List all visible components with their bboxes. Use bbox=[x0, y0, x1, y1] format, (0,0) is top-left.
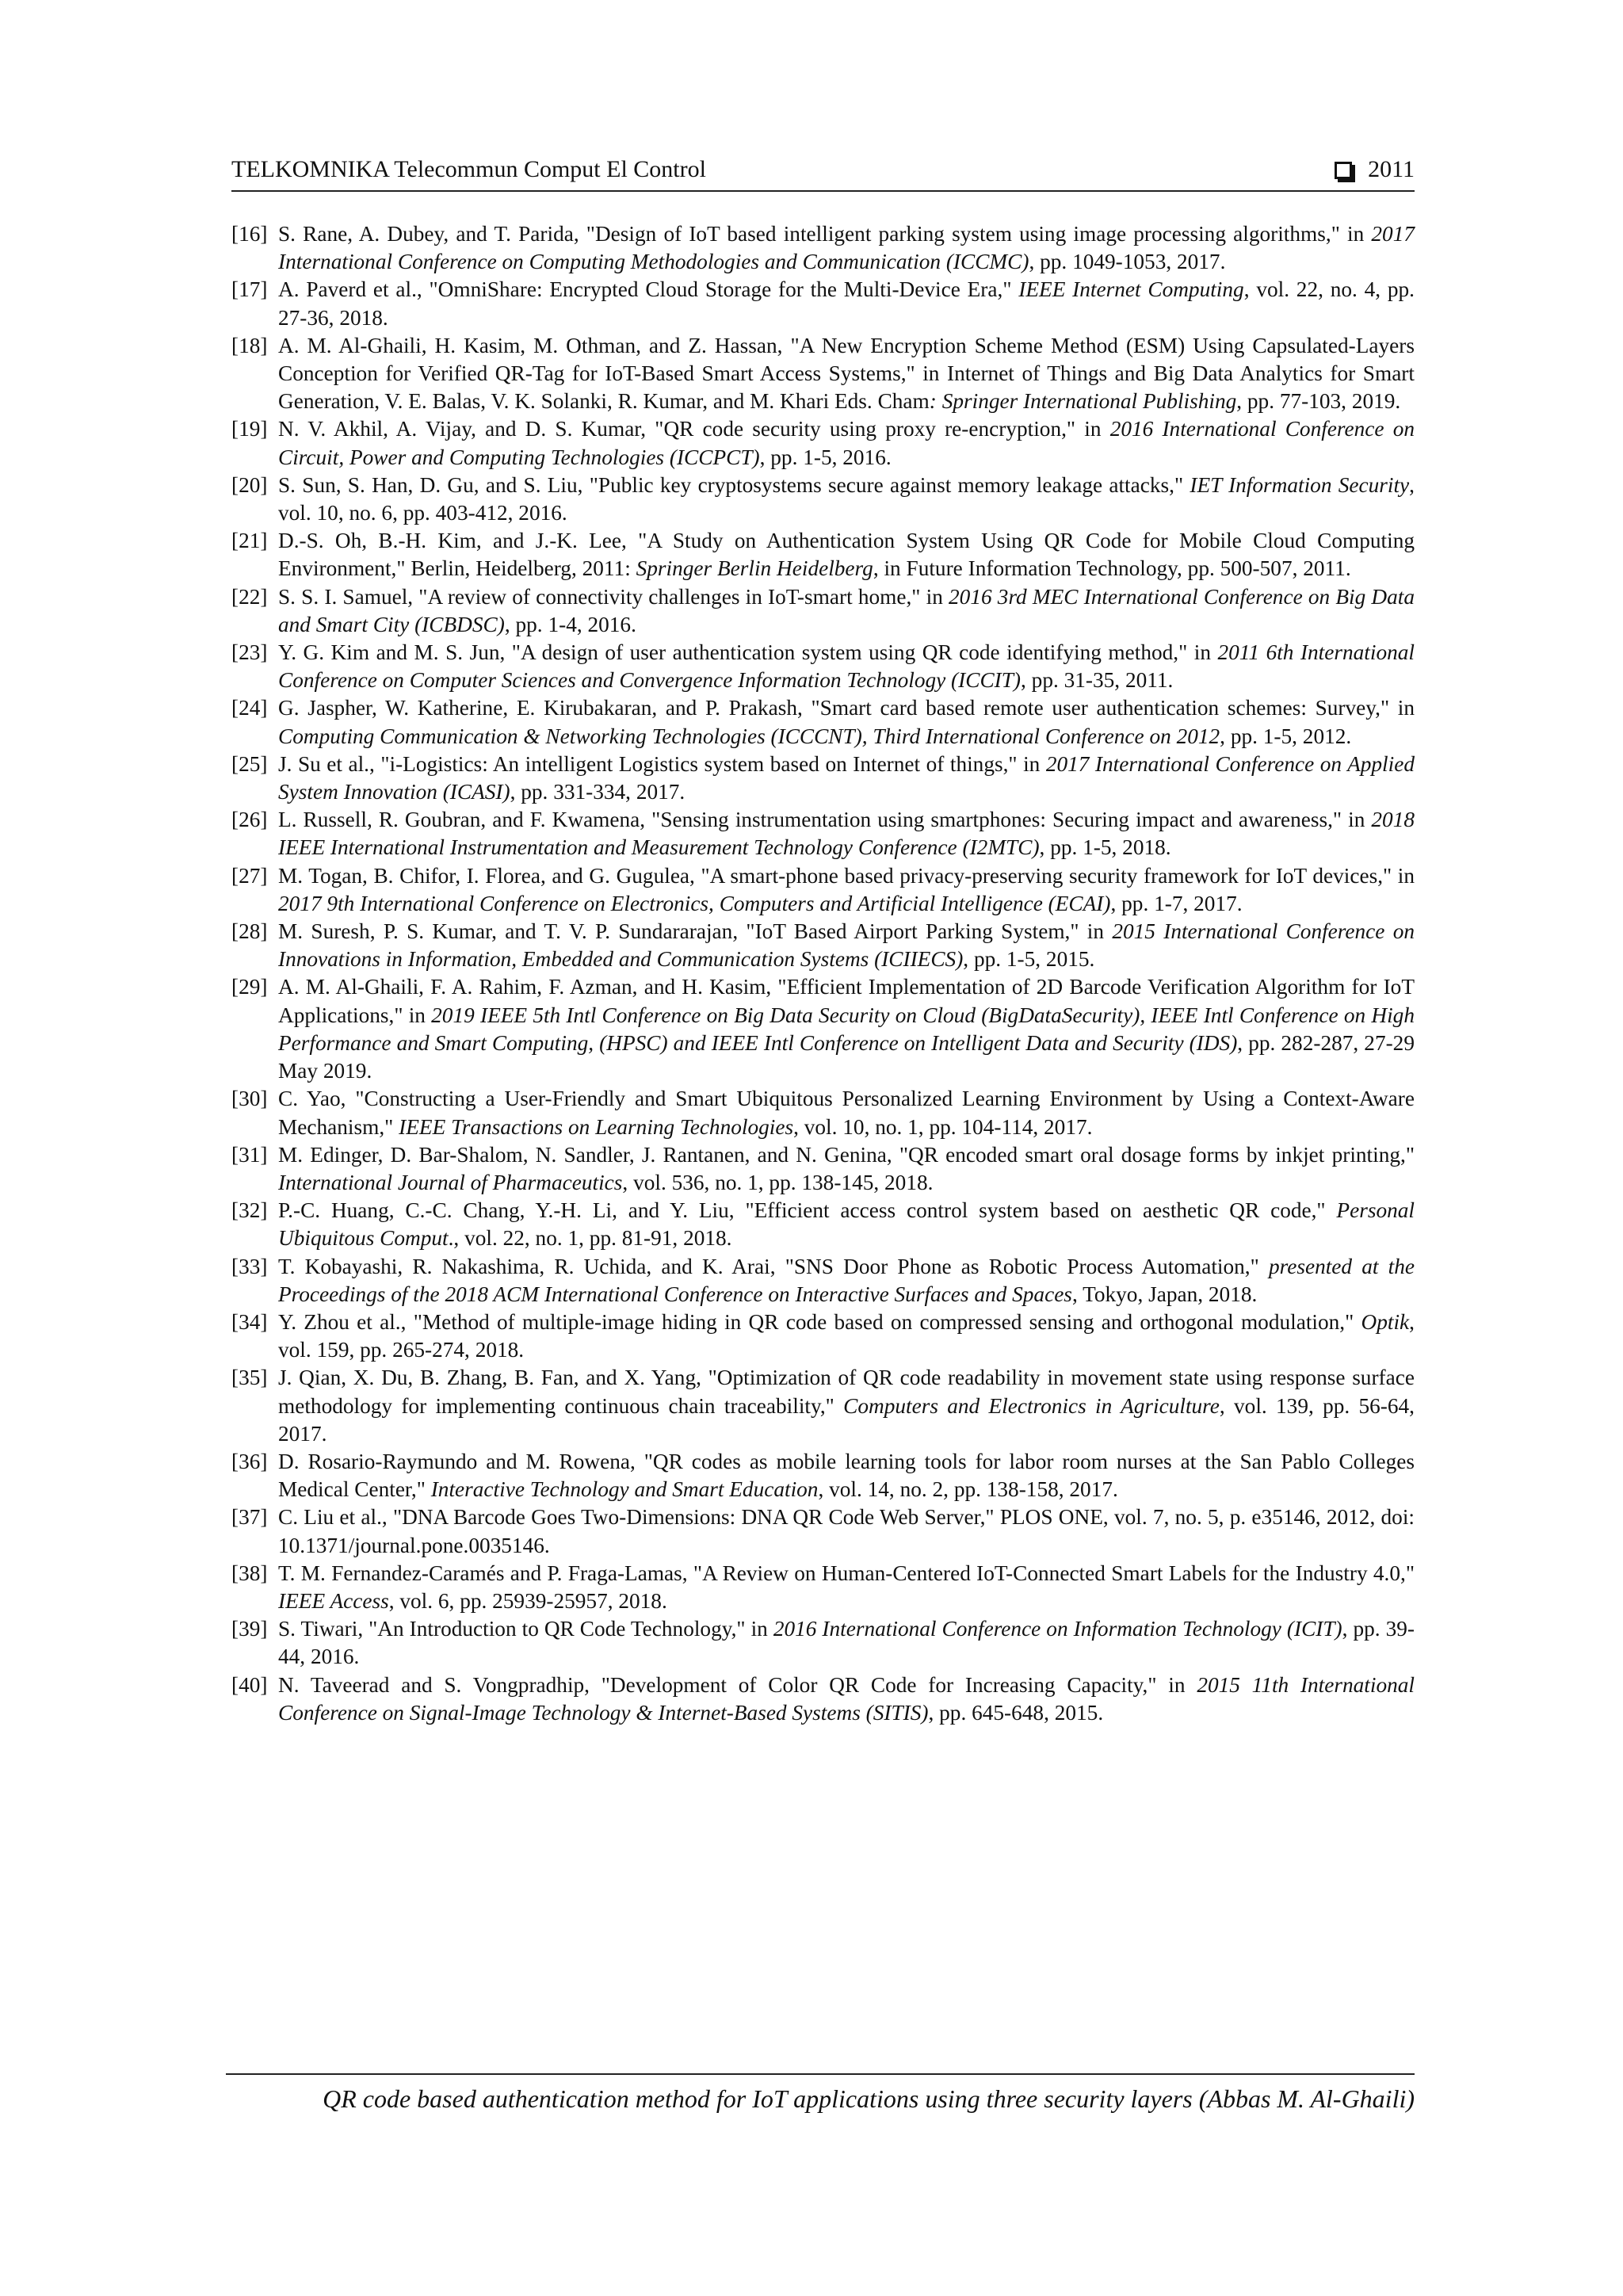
reference-source-italic: IEEE Access bbox=[278, 1588, 389, 1613]
reference-text-part: , Tokyo, Japan, 2018. bbox=[1071, 1282, 1258, 1306]
reference-text-part: T. M. Fernandez-Caramés and P. Fraga-Lamas, "A Review on Human-Centered IoT-Connected Smart Labels for the Industry 4.0," bbox=[278, 1561, 1415, 1585]
reference-source-italic: 2017 9th International Conference on Electronics, Computers and Artificial Intelligence (ECAI) bbox=[278, 891, 1111, 915]
reference-text-part: N. Taveerad and S. Vongpradhip, "Development of Color QR Code for Increasing Capacity," in bbox=[278, 1672, 1197, 1697]
reference-text-part: , vol. 14, no. 2, pp. 138-158, 2017. bbox=[818, 1477, 1118, 1502]
reference-text bbox=[278, 1141, 1415, 1197]
reference-text-part: J. Qian, X. Du, B. Zhang, B. Fan, and X. Yang, "Optimization of QR code readability in movement state using response surface methodology for implementing continuous chain traceability," bbox=[278, 1366, 1415, 1418]
page-header bbox=[231, 152, 1415, 192]
reference-text bbox=[278, 527, 1415, 583]
reference-item bbox=[231, 527, 1415, 583]
reference-text-part: L. Russell, R. Goubran, and F. Kwamena, "Sensing instrumentation using smartphones: Securing impact and awareness," in bbox=[278, 808, 1372, 832]
reference-item bbox=[231, 276, 1415, 331]
reference-item bbox=[231, 1671, 1415, 1727]
reference-text-part: S. Rane, A. Dubey, and T. Parida, "Design of IoT based intelligent parking system using image processing algorithms," in bbox=[278, 222, 1372, 246]
reference-number: [20] bbox=[231, 472, 268, 497]
reference-item bbox=[231, 220, 1415, 276]
reference-source-italic: IET Information Security bbox=[1190, 472, 1410, 497]
reference-item bbox=[231, 862, 1415, 918]
reference-text-part: , pp. 1-4, 2016. bbox=[504, 612, 636, 636]
reference-text-part: , pp. 645-648, 2015. bbox=[928, 1700, 1104, 1725]
reference-text-part: , vol. 159, pp. 265-274, 2018. bbox=[278, 1309, 1415, 1362]
reference-text-part: , pp. 1-5, 2016. bbox=[759, 445, 892, 469]
reference-text bbox=[278, 1615, 1415, 1671]
reference-source-italic: Personal Ubiquitous Comput bbox=[278, 1198, 1415, 1251]
reference-text-part: , vol. 536, no. 1, pp. 138-145, 2018. bbox=[622, 1170, 934, 1194]
reference-number: [30] bbox=[231, 1087, 268, 1111]
reference-number: [37] bbox=[231, 1505, 268, 1530]
reference-item bbox=[231, 1085, 1415, 1140]
reference-text-part: N. V. Akhil, A. Vijay, and D. S. Kumar, "QR code security using proxy re-encryption," in bbox=[278, 417, 1110, 441]
reference-number: [19] bbox=[231, 417, 268, 441]
reference-number: [39] bbox=[231, 1617, 268, 1641]
reference-item bbox=[231, 1253, 1415, 1308]
reference-text-part: J. Su et al., "i-Logistics: An intelligent Logistics system based on Internet of things," in bbox=[278, 751, 1046, 776]
reference-text bbox=[278, 639, 1415, 694]
reference-text-part: , pp. 31-35, 2011. bbox=[1021, 668, 1174, 693]
reference-text-part: , in Future Information Technology, pp. 500-507, 2011. bbox=[873, 556, 1351, 581]
reference-item bbox=[231, 1615, 1415, 1671]
reference-text-part: , vol. 22, no. 4, pp. 27-36, 2018. bbox=[278, 277, 1415, 330]
reference-text-part: D. Rosario-Raymundo and M. Rowena, "QR codes as mobile learning tools for labor room nurses at the San Pablo Colleges Medical Center," bbox=[278, 1449, 1415, 1502]
reference-source-italic: Computers and Electronics in Agriculture bbox=[843, 1393, 1220, 1418]
reference-text bbox=[278, 862, 1415, 918]
reference-source-italic: 2017 International Conference on Computing Methodologies and Communication (ICCMC) bbox=[278, 222, 1415, 274]
reference-text-part: A. M. Al-Ghaili, F. A. Rahim, F. Azman, and H. Kasim, "Efficient Implementation of 2D Barcode Verification Algorithm for IoT Applications," in bbox=[278, 975, 1415, 1027]
reference-text-part: , pp. 1049-1053, 2017. bbox=[1029, 250, 1226, 274]
reference-text bbox=[278, 583, 1415, 639]
reference-number: [16] bbox=[231, 222, 268, 246]
reference-text-part: M. Suresh, P. S. Kumar, and T. V. P. Sundararajan, "IoT Based Airport Parking System," in bbox=[278, 919, 1113, 944]
reference-text-part: Y. G. Kim and M. S. Jun, "A design of user authentication system using QR code identifying method," in bbox=[278, 640, 1218, 665]
reference-number: [23] bbox=[231, 640, 268, 665]
reference-text bbox=[278, 751, 1415, 806]
reference-text-part: S. S. I. Samuel, "A review of connectivity challenges in IoT-smart home," in bbox=[278, 584, 949, 609]
reference-number: [32] bbox=[231, 1198, 268, 1223]
reference-source-italic: Interactive Technology and Smart Education bbox=[430, 1477, 819, 1502]
reference-item bbox=[231, 472, 1415, 527]
reference-number: [27] bbox=[231, 863, 268, 888]
reference-text-part: , pp. 1-5, 2012. bbox=[1220, 724, 1352, 748]
reference-text bbox=[278, 1197, 1415, 1252]
page-footer bbox=[226, 2073, 1415, 2115]
reference-text-part: P.-C. Huang, C.-C. Chang, Y.-H. Li, and Y. Liu, "Efficient access control system based on aesthetic QR code," bbox=[278, 1198, 1337, 1223]
reference-text bbox=[278, 332, 1415, 416]
reference-item bbox=[231, 583, 1415, 639]
reference-number: [29] bbox=[231, 975, 268, 999]
reference-text bbox=[278, 1308, 1415, 1364]
reference-text bbox=[278, 806, 1415, 861]
reference-item bbox=[231, 806, 1415, 861]
reference-text-part: , pp. 77-103, 2019. bbox=[1236, 389, 1401, 414]
reference-text-part: ., vol. 22, no. 1, pp. 81-91, 2018. bbox=[448, 1226, 732, 1251]
reference-text-part: C. Liu et al., "DNA Barcode Goes Two-Dimensions: DNA QR Code Web Server," PLOS ONE, vol. 7, no. 5, p. e35146, 2012, doi: 10.1371/journal.pone.0035146. bbox=[278, 1505, 1415, 1557]
reference-item bbox=[231, 973, 1415, 1085]
reference-item bbox=[231, 1141, 1415, 1197]
reference-source-italic: 2011 6th International Conference on Computer Sciences and Convergence Information Technology (ICCIT) bbox=[278, 640, 1415, 693]
reference-number: [21] bbox=[231, 529, 268, 553]
reference-text-part: , vol. 139, pp. 56-64, 2017. bbox=[278, 1393, 1415, 1446]
reference-text-part: Y. Zhou et al., "Method of multiple-image hiding in QR code based on compressed sensing and orthogonal modulation," bbox=[278, 1309, 1361, 1334]
reference-text bbox=[278, 1253, 1415, 1308]
reference-text bbox=[278, 276, 1415, 331]
reference-number: [28] bbox=[231, 919, 268, 944]
reference-source-italic: 2018 IEEE International Instrumentation and Measurement Technology Conference (I2MTC) bbox=[278, 808, 1415, 860]
reference-source-italic: IEEE Transactions on Learning Technologies bbox=[399, 1114, 794, 1139]
page-number: 2011 bbox=[1368, 156, 1415, 182]
reference-item bbox=[231, 694, 1415, 750]
reference-item bbox=[231, 1197, 1415, 1252]
reference-number: [25] bbox=[231, 751, 268, 776]
reference-source-italic: Computing Communication & Networking Technologies (ICCCNT), Third International Conference on 2012 bbox=[278, 724, 1220, 748]
reference-number: [17] bbox=[231, 277, 268, 302]
reference-item bbox=[231, 751, 1415, 806]
reference-text-part: C. Yao, "Constructing a User-Friendly and Smart Ubiquitous Personalized Learning Environment by Using a Context-Aware Mechanism," bbox=[278, 1087, 1415, 1139]
reference-text-part: M. Edinger, D. Bar-Shalom, N. Sandler, J. Rantanen, and N. Genina, "QR encoded smart oral dosage forms by inkjet printing," bbox=[278, 1142, 1415, 1167]
reference-text-part: , vol. 10, no. 1, pp. 104-114, 2017. bbox=[793, 1114, 1093, 1139]
reference-source-italic: 2015 11th International Conference on Signal-Image Technology & Internet-Based Systems (SITIS) bbox=[278, 1672, 1415, 1725]
reference-item bbox=[231, 332, 1415, 416]
reference-source-italic: 2016 International Conference on Information Technology (ICIT) bbox=[773, 1617, 1342, 1641]
reference-text bbox=[278, 1085, 1415, 1140]
reference-number: [38] bbox=[231, 1561, 268, 1585]
reference-text-part: M. Togan, B. Chifor, I. Florea, and G. Gugulea, "A smart-phone based privacy-preserving security framework for IoT devices," in bbox=[278, 863, 1415, 888]
reference-text-part: S. Sun, S. Han, D. Gu, and S. Liu, "Public key cryptosystems secure against memory leakage attacks," bbox=[278, 472, 1190, 497]
reference-number: [35] bbox=[231, 1366, 268, 1390]
reference-item bbox=[231, 639, 1415, 694]
reference-source-italic: International Journal of Pharmaceutics bbox=[278, 1170, 623, 1194]
reference-item bbox=[231, 1560, 1415, 1615]
reference-source-italic: : Springer International Publishing bbox=[929, 389, 1237, 414]
reference-text bbox=[278, 472, 1415, 527]
reference-text-part: S. Tiwari, "An Introduction to QR Code Technology," in bbox=[278, 1617, 773, 1641]
reference-source-italic: 2017 International Conference on Applied System Innovation (ICASI) bbox=[278, 751, 1415, 804]
journal-title: TELKOMNIKA Telecommun Comput El Control bbox=[231, 156, 706, 182]
reference-text-part: D.-S. Oh, B.-H. Kim, and J.-K. Lee, "A Study on Authentication System Using QR Code for Mobile Cloud Computing Environment," Berlin, Heidelberg, 2011: bbox=[278, 529, 1415, 581]
reference-source-italic: 2019 IEEE 5th Intl Conference on Big Data Security on Cloud (BigDataSecurity), IEEE Intl Conference on High Performance and Smart Computing, (HPSC) and IEEE Intl Conference on Intelligent Data and Security (IDS) bbox=[278, 1003, 1415, 1055]
reference-text-part: , pp. 1-5, 2018. bbox=[1039, 835, 1171, 860]
square-icon bbox=[1335, 162, 1352, 179]
reference-number: [22] bbox=[231, 584, 268, 609]
reference-item bbox=[231, 415, 1415, 471]
reference-source-italic: presented at the Proceedings of the 2018 ACM International Conference on Interactive Surfaces and Spaces bbox=[278, 1254, 1415, 1306]
reference-item bbox=[231, 1364, 1415, 1448]
reference-number: [26] bbox=[231, 808, 268, 832]
reference-item bbox=[231, 1448, 1415, 1503]
reference-text-part: , pp. 331-334, 2017. bbox=[510, 780, 685, 804]
reference-text bbox=[278, 1671, 1415, 1727]
reference-text bbox=[278, 1448, 1415, 1503]
reference-text-part: , pp. 39-44, 2016. bbox=[278, 1617, 1415, 1669]
reference-text-part: T. Kobayashi, R. Nakashima, R. Uchida, and K. Arai, "SNS Door Phone as Robotic Process Automation," bbox=[278, 1254, 1269, 1278]
reference-text bbox=[278, 918, 1415, 973]
reference-text bbox=[278, 415, 1415, 471]
reference-source-italic: Optik bbox=[1361, 1309, 1410, 1334]
reference-item bbox=[231, 918, 1415, 973]
reference-item bbox=[231, 1503, 1415, 1559]
header-right bbox=[1335, 152, 1415, 187]
reference-text-part: G. Jaspher, W. Katherine, E. Kirubakaran, and P. Prakash, "Smart card based remote user authentication schemes: Survey," in bbox=[278, 696, 1415, 720]
reference-text bbox=[278, 220, 1415, 276]
reference-text bbox=[278, 694, 1415, 750]
reference-source-italic: 2016 3rd MEC International Conference on Big Data and Smart City (ICBDSC) bbox=[278, 584, 1415, 636]
reference-number: [40] bbox=[231, 1672, 268, 1697]
reference-number: [36] bbox=[231, 1449, 268, 1473]
reference-text-part: A. Paverd et al., "OmniShare: Encrypted Cloud Storage for the Multi-Device Era," bbox=[278, 277, 1019, 302]
reference-source-italic: IEEE Internet Computing bbox=[1018, 277, 1244, 302]
reference-number: [24] bbox=[231, 696, 268, 720]
reference-source-italic: Springer Berlin Heidelberg bbox=[636, 556, 873, 581]
reference-text-part: , pp. 282-287, 27-29 May 2019. bbox=[278, 1030, 1415, 1083]
reference-number: [34] bbox=[231, 1309, 268, 1334]
reference-text bbox=[278, 1503, 1415, 1559]
reference-text bbox=[278, 1560, 1415, 1615]
reference-text-part: , pp. 1-7, 2017. bbox=[1110, 891, 1243, 915]
reference-source-italic: 2015 International Conference on Innovations in Information, Embedded and Communication Systems (ICIIECS) bbox=[278, 919, 1415, 972]
reference-source-italic: 2016 International Conference on Circuit, Power and Computing Technologies (ICCPCT) bbox=[278, 417, 1415, 469]
reference-number: [18] bbox=[231, 333, 268, 357]
reference-text bbox=[278, 973, 1415, 1085]
reference-number: [31] bbox=[231, 1142, 268, 1167]
reference-list bbox=[231, 220, 1415, 1727]
reference-text-part: , vol. 6, pp. 25939-25957, 2018. bbox=[388, 1588, 667, 1613]
footer-text: QR code based authentication method for IoT applications using three security layers (Abbas M. Al-Ghaili) bbox=[323, 2084, 1415, 2113]
reference-number: [33] bbox=[231, 1254, 268, 1278]
reference-text-part: , vol. 10, no. 6, pp. 403-412, 2016. bbox=[278, 472, 1415, 525]
reference-text-part: , pp. 1-5, 2015. bbox=[963, 947, 1095, 972]
reference-text bbox=[278, 1364, 1415, 1448]
reference-item bbox=[231, 1308, 1415, 1364]
reference-text-part: A. M. Al-Ghaili, H. Kasim, M. Othman, and Z. Hassan, "A New Encryption Scheme Method (ESM) Using Capsulated-Layers Conception for Verified QR-Tag for IoT-Based Smart Access Systems," in Internet of Things and Big Data Analytics for Smart Generation, V. E. Balas, V. K. Solanki, R. Kumar, and M. Khari Eds. Cham bbox=[278, 333, 1415, 414]
